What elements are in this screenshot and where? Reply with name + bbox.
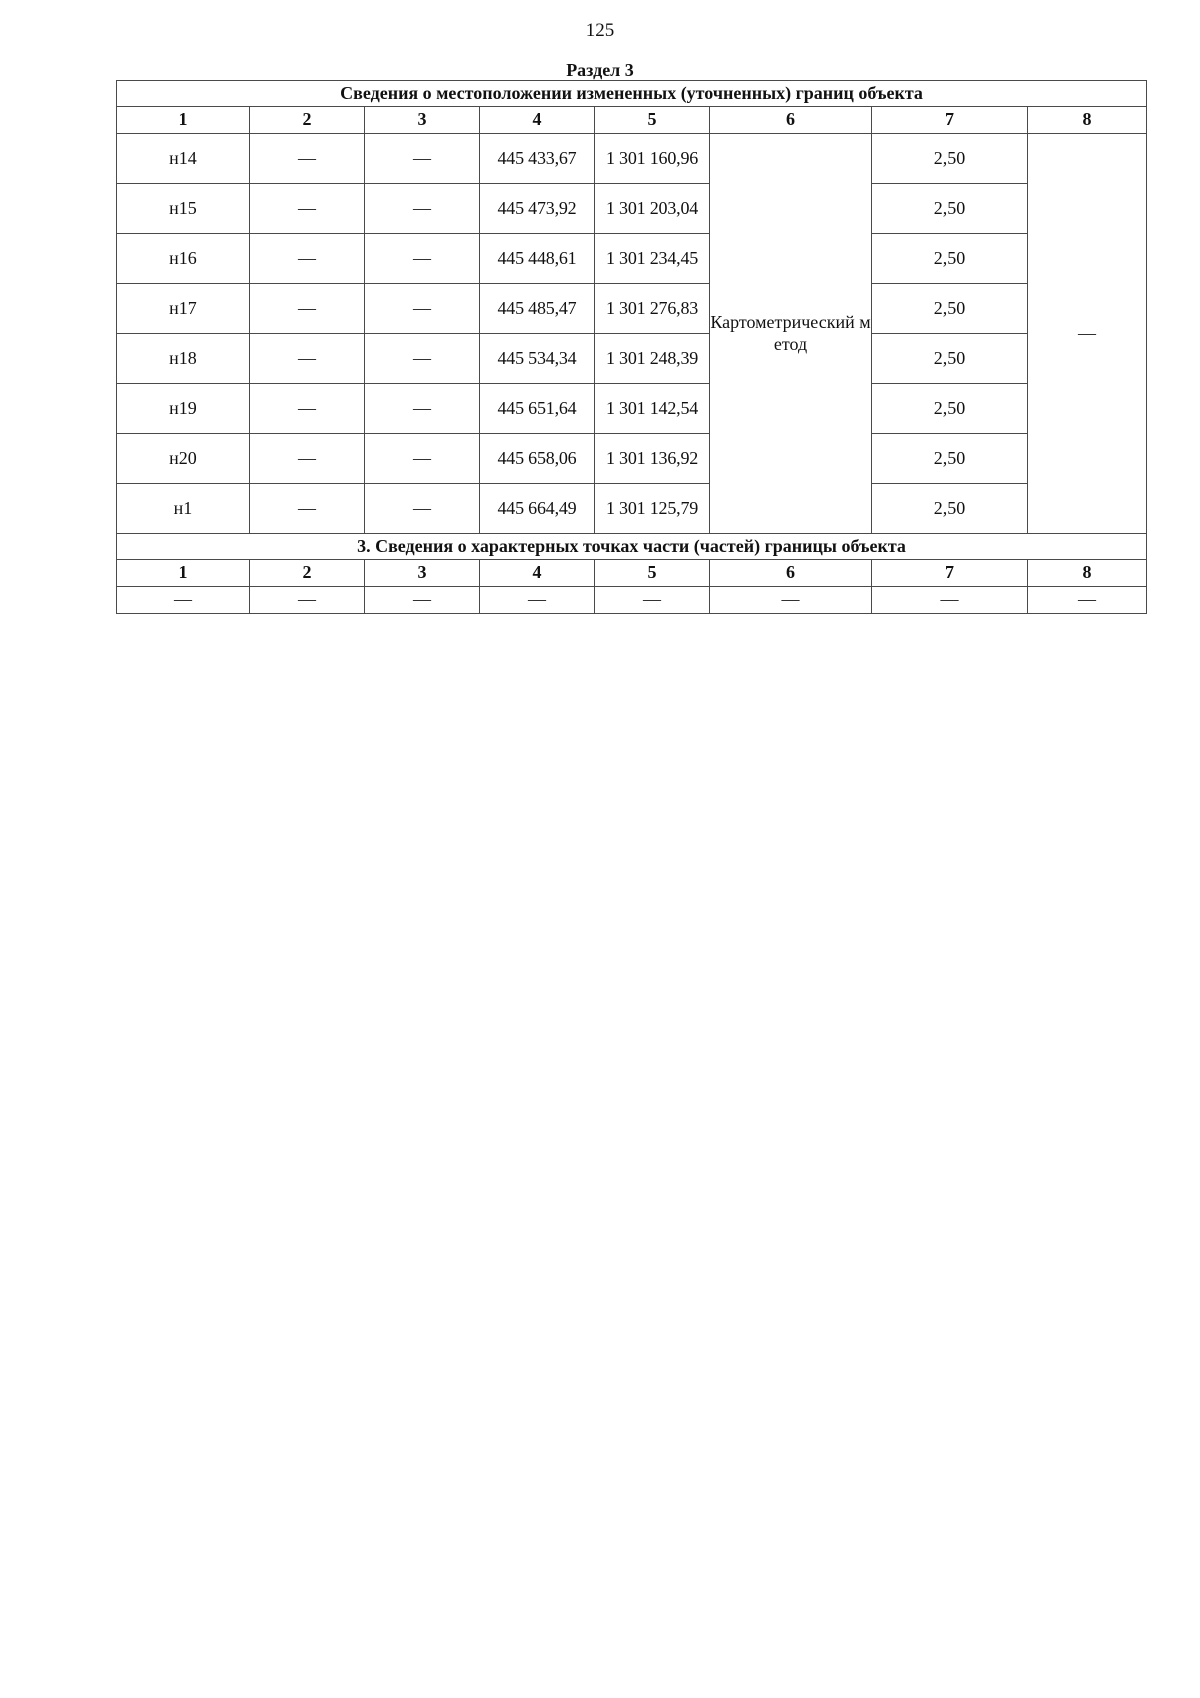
accuracy: 2,50 — [872, 184, 1028, 234]
cell-col3: — — [365, 234, 480, 284]
coord-y: 1 301 248,39 — [595, 334, 710, 384]
empty-cell: — — [872, 587, 1028, 614]
coord-y: 1 301 136,92 — [595, 434, 710, 484]
point-name: н20 — [117, 434, 250, 484]
accuracy: 2,50 — [872, 284, 1028, 334]
column-number: 3 — [365, 107, 480, 134]
column-number: 8 — [1028, 560, 1147, 587]
column-number: 4 — [480, 107, 595, 134]
coord-x: 445 664,49 — [480, 484, 595, 534]
accuracy: 2,50 — [872, 134, 1028, 184]
accuracy: 2,50 — [872, 334, 1028, 384]
cell-col3: — — [365, 134, 480, 184]
point-name: н15 — [117, 184, 250, 234]
column-number: 2 — [250, 560, 365, 587]
method-cell: Картометрический метод — [710, 134, 872, 534]
table-row — [117, 134, 1147, 184]
coord-x: 445 448,61 — [480, 234, 595, 284]
point-name: н17 — [117, 284, 250, 334]
accuracy: 2,50 — [872, 384, 1028, 434]
cell-col2: — — [250, 384, 365, 434]
cell-col2: — — [250, 334, 365, 384]
cell-col3: — — [365, 184, 480, 234]
col8-cell: — — [1028, 134, 1147, 534]
coord-y: 1 301 160,96 — [595, 134, 710, 184]
table-row — [117, 587, 1147, 614]
cell-col2: — — [250, 484, 365, 534]
coord-y: 1 301 142,54 — [595, 384, 710, 434]
accuracy: 2,50 — [872, 434, 1028, 484]
column-number: 7 — [872, 107, 1028, 134]
column-number: 5 — [595, 107, 710, 134]
boundary-table — [116, 80, 1147, 614]
cell-col2: — — [250, 184, 365, 234]
cell-col3: — — [365, 384, 480, 434]
column-number: 7 — [872, 560, 1028, 587]
column-number: 6 — [710, 560, 872, 587]
coord-x: 445 433,67 — [480, 134, 595, 184]
coord-y: 1 301 276,83 — [595, 284, 710, 334]
table-row — [117, 184, 1147, 234]
accuracy: 2,50 — [872, 234, 1028, 284]
table1-caption: Сведения о местоположении измененных (уточненных) границ объекта — [117, 81, 1147, 107]
point-name: н1 — [117, 484, 250, 534]
coord-x: 445 658,06 — [480, 434, 595, 484]
coord-x: 445 651,64 — [480, 384, 595, 434]
empty-cell: — — [365, 587, 480, 614]
coord-x: 445 485,47 — [480, 284, 595, 334]
cell-col3: — — [365, 484, 480, 534]
empty-cell: — — [1028, 587, 1147, 614]
column-number: 6 — [710, 107, 872, 134]
point-name: н14 — [117, 134, 250, 184]
point-name: н16 — [117, 234, 250, 284]
cell-col3: — — [365, 334, 480, 384]
coord-x: 445 473,92 — [480, 184, 595, 234]
column-number: 8 — [1028, 107, 1147, 134]
empty-cell: — — [117, 587, 250, 614]
table-row — [117, 484, 1147, 534]
table2-caption: 3. Сведения о характерных точках части (частей) границы объекта — [117, 534, 1147, 560]
table2-column-numbers — [117, 560, 1147, 587]
column-number: 2 — [250, 107, 365, 134]
column-number: 4 — [480, 560, 595, 587]
empty-cell: — — [595, 587, 710, 614]
column-number: 5 — [595, 560, 710, 587]
coord-y: 1 301 234,45 — [595, 234, 710, 284]
page-number: 125 — [585, 20, 615, 41]
cell-col2: — — [250, 434, 365, 484]
coord-y: 1 301 203,04 — [595, 184, 710, 234]
column-number: 1 — [117, 107, 250, 134]
accuracy: 2,50 — [872, 484, 1028, 534]
column-number: 1 — [117, 560, 250, 587]
table-row — [117, 234, 1147, 284]
cell-col2: — — [250, 284, 365, 334]
table-row — [117, 334, 1147, 384]
empty-cell: — — [710, 587, 872, 614]
coord-x: 445 534,34 — [480, 334, 595, 384]
section-title: Раздел 3 — [566, 60, 634, 80]
table-row — [117, 284, 1147, 334]
table1-column-numbers — [117, 107, 1147, 134]
empty-cell: — — [480, 587, 595, 614]
cell-col2: — — [250, 134, 365, 184]
column-number: 3 — [365, 560, 480, 587]
cell-col2: — — [250, 234, 365, 284]
coord-y: 1 301 125,79 — [595, 484, 710, 534]
empty-cell: — — [250, 587, 365, 614]
cell-col3: — — [365, 434, 480, 484]
table-row — [117, 384, 1147, 434]
cell-col3: — — [365, 284, 480, 334]
point-name: н19 — [117, 384, 250, 434]
table-row — [117, 434, 1147, 484]
point-name: н18 — [117, 334, 250, 384]
